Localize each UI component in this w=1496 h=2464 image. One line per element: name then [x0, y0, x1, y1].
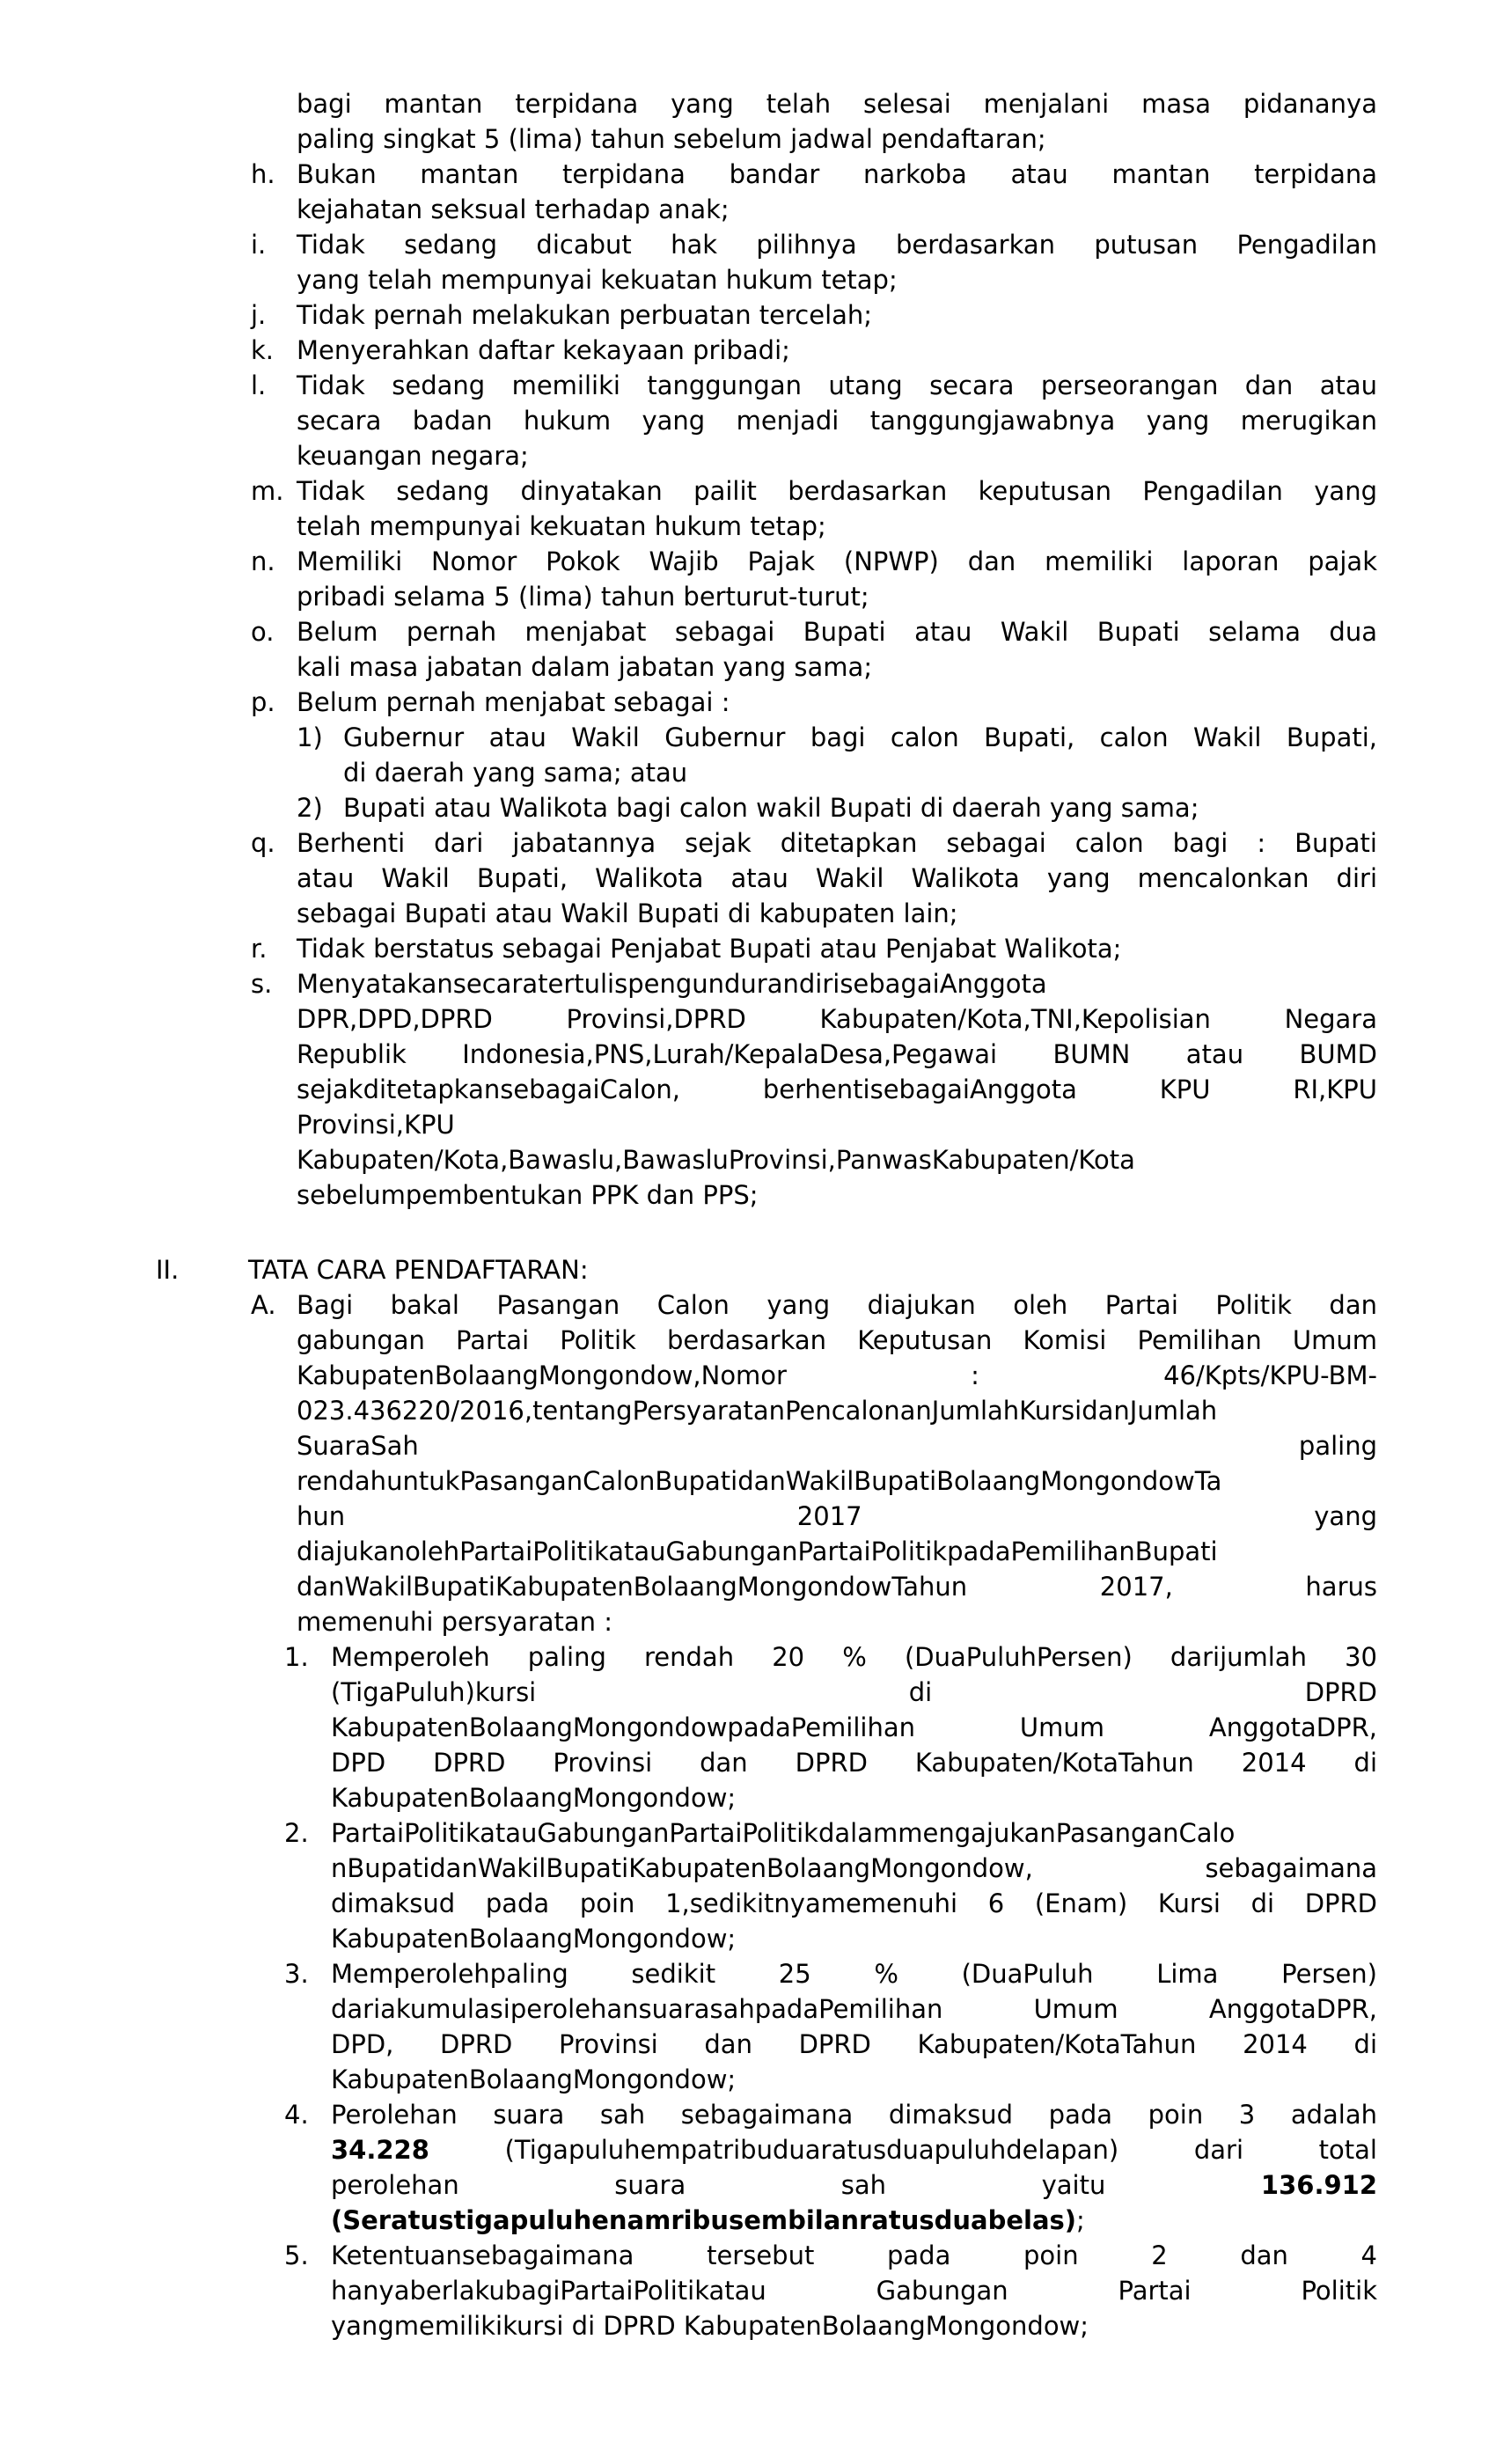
- text-line: sejakditetapkansebagaiCalon, berhentisebagaiAnggota KPU RI,KPU: [297, 1074, 1377, 1104]
- text-line: sebagai Bupati atau Wakil Bupati di kabupaten lain;: [297, 898, 958, 928]
- text-line: pribadi selama 5 (lima) tahun berturut-turut;: [297, 582, 869, 612]
- text-line: Tidak sedang dinyatakan pailit berdasarkan keputusan Pengadilan yang: [297, 476, 1377, 506]
- text-line: Bupati atau Walikota bagi calon wakil Bupati di daerah yang sama;: [343, 793, 1199, 823]
- text-line: Bagi bakal Pasangan Calon yang diajukan oleh Partai Politik dan: [297, 1290, 1377, 1320]
- section-title: TATA CARA PENDAFTARAN:: [248, 1255, 589, 1285]
- text-line: KabupatenBolaangMongondowpadaPemilihan Umum AnggotaDPR,: [331, 1712, 1377, 1742]
- list-marker: 1): [297, 722, 323, 752]
- list-marker: l.: [251, 370, 267, 400]
- text-line: yang telah mempunyai kekuatan hukum tetap;: [297, 265, 898, 295]
- text-line: danWakilBupatiKabupatenBolaangMongondowTahun 2017, harus: [297, 1572, 1377, 1602]
- text-line: telah mempunyai kekuatan hukum tetap;: [297, 511, 826, 541]
- text-line: Kabupaten/Kota,Bawaslu,BawasluProvinsi,PanwasKabupaten/Kota: [297, 1145, 1135, 1175]
- text-line: paling singkat 5 (lima) tahun sebelum jadwal pendaftaran;: [297, 124, 1046, 154]
- text-line: bagi mantan terpidana yang telah selesai menjalani masa pidananya: [297, 89, 1377, 119]
- item-o: [251, 614, 1377, 685]
- list-marker: m.: [251, 476, 284, 506]
- text-segment: (Tigapuluhempatribuduaratusduapuluhdelapan) dari total: [429, 2135, 1377, 2165]
- list-marker: q.: [251, 828, 275, 858]
- list-marker: 3.: [284, 1959, 309, 1989]
- list-marker: s.: [251, 969, 273, 999]
- list-marker: A.: [251, 1290, 276, 1320]
- text-line: diajukanolehPartaiPolitikatauGabunganPartaiPolitikpadaPemilihanBupati: [297, 1536, 1218, 1566]
- item-q: [251, 825, 1377, 931]
- intro-continuation: [297, 86, 1377, 157]
- text-line: gabungan Partai Politik berdasarkan Keputusan Komisi Pemilihan Umum: [297, 1325, 1377, 1355]
- list-marker: p.: [251, 687, 275, 717]
- text-line: KabupatenBolaangMongondow;: [331, 2064, 737, 2094]
- text-line: SuaraSah paling: [297, 1431, 1377, 1461]
- text-line: Gubernur atau Wakil Gubernur bagi calon Bupati, calon Wakil Bupati,: [343, 722, 1377, 752]
- text-line: rendahuntukPasanganCalonBupatidanWakilBupatiBolaangMongondowTa: [297, 1466, 1222, 1496]
- text-line: [331, 2132, 1377, 2167]
- document-body: [0, 86, 1496, 2343]
- text-line: Provinsi,KPU: [297, 1110, 455, 1140]
- item-n: [251, 544, 1377, 614]
- item-j: [251, 297, 1377, 333]
- item-r: [251, 931, 1377, 966]
- text-line: Tidak berstatus sebagai Penjabat Bupati atau Penjabat Walikota;: [297, 934, 1122, 964]
- item-2: [284, 1815, 1377, 1956]
- text-line: Memperolehpaling sedikit 25 % (DuaPuluh Lima Persen): [331, 1959, 1377, 1989]
- text-line: DPD, DPRD Provinsi dan DPRD Kabupaten/KotaTahun 2014 di: [331, 2029, 1377, 2059]
- section-II: [156, 1252, 1496, 1287]
- text-line: Berhenti dari jabatannya sejak ditetapkan sebagai calon bagi : Bupati: [297, 828, 1377, 858]
- text-line: KabupatenBolaangMongondow;: [331, 1924, 737, 1954]
- text-line: atau Wakil Bupati, Walikota atau Wakil Walikota yang mencalonkan diri: [297, 863, 1377, 893]
- text-line: Menyerahkan daftar kekayaan pribadi;: [297, 335, 790, 365]
- list-marker: h.: [251, 159, 275, 189]
- text-line: MenyatakansecaratertulispengundurandirisebagaiAnggota: [297, 969, 1047, 999]
- text-line: [331, 2203, 1377, 2238]
- text-line: Republik Indonesia,PNS,Lurah/KepalaDesa,Pegawai BUMN atau BUMD: [297, 1039, 1377, 1069]
- item-l: [251, 368, 1377, 473]
- section-numeral: II.: [156, 1255, 180, 1285]
- text-line: dariakumulasiperolehansuarasahpadaPemilihan Umum AnggotaDPR,: [331, 1994, 1377, 2024]
- text-line: dimaksud pada poin 1,sedikitnyamemenuhi 6 (Enam) Kursi di DPRD: [331, 1888, 1377, 1918]
- text-line: Belum pernah menjabat sebagai :: [297, 687, 730, 717]
- list-marker: n.: [251, 546, 275, 576]
- text-segment: perolehan suara sah yaitu: [331, 2170, 1261, 2200]
- item-i: [251, 227, 1377, 297]
- text-line: Memiliki Nomor Pokok Wajib Pajak (NPWP) dan memiliki laporan pajak: [297, 546, 1377, 576]
- text-line: sebelumpembentukan PPK dan PPS;: [297, 1180, 759, 1210]
- text-line: kali masa jabatan dalam jabatan yang sama;: [297, 652, 873, 682]
- item-p-2: [297, 790, 1377, 825]
- text-line: Tidak sedang dicabut hak pilihnya berdasarkan putusan Pengadilan: [297, 230, 1377, 260]
- item-4: [284, 2097, 1377, 2238]
- text-line: Bukan mantan terpidana bandar narkoba atau mantan terpidana: [297, 159, 1377, 189]
- list-marker: j.: [251, 300, 267, 330]
- text-line: Belum pernah menjabat sebagai Bupati atau Wakil Bupati selama dua: [297, 617, 1377, 647]
- list-marker: 2.: [284, 1818, 309, 1848]
- text-line: Perolehan suara sah sebagaimana dimaksud pada poin 3 adalah: [331, 2100, 1377, 2130]
- text-line: DPR,DPD,DPRD Provinsi,DPRD Kabupaten/Kota,TNI,Kepolisian Negara: [297, 1004, 1377, 1034]
- item-1: [284, 1639, 1377, 1815]
- item-5: [284, 2238, 1377, 2343]
- text-line: KabupatenBolaangMongondow,Nomor : 46/Kpts/KPU-BM-: [297, 1360, 1377, 1390]
- text-line: 023.436220/2016,tentangPersyaratanPencalonanJumlahKursidanJumlah: [297, 1396, 1218, 1426]
- text-line: kejahatan seksual terhadap anak;: [297, 194, 730, 224]
- list-marker: 1.: [284, 1642, 309, 1672]
- item-p-1: [297, 720, 1377, 790]
- item-h: [251, 157, 1377, 227]
- item-p: [251, 685, 1377, 720]
- text-line: memenuhi persyaratan :: [297, 1607, 613, 1637]
- list-marker: k.: [251, 335, 275, 365]
- text-line: hanyaberlakubagiPartaiPolitikatau Gabungan Partai Politik: [331, 2276, 1377, 2306]
- text-line: nBupatidanWakilBupatiKabupatenBolaangMongondow, sebagaimana: [331, 1853, 1377, 1883]
- list-marker: r.: [251, 934, 268, 964]
- text-line: yangmemilikikursi di DPRD KabupatenBolaangMongondow;: [331, 2311, 1089, 2341]
- text-line: PartaiPolitikatauGabunganPartaiPolitikdalammengajukanPasanganCalo: [331, 1818, 1236, 1848]
- text-line: (TigaPuluh)kursi di DPRD: [331, 1677, 1377, 1707]
- list-marker: 2): [297, 793, 323, 823]
- item-A: [251, 1287, 1377, 1639]
- text-line: secara badan hukum yang menjadi tanggungjawabnya yang merugikan: [297, 406, 1377, 436]
- text-line: hun 2017 yang: [297, 1501, 1377, 1531]
- text-line: [331, 2167, 1377, 2203]
- list-marker: i.: [251, 230, 267, 260]
- list-marker: 4.: [284, 2100, 309, 2130]
- list-marker: o.: [251, 617, 275, 647]
- bold-text: (Seratustigapuluhenamribusembilanratusduabelas): [331, 2205, 1077, 2235]
- text-line: keuangan negara;: [297, 441, 529, 471]
- item-s: [251, 966, 1377, 1213]
- text-line: Tidak pernah melakukan perbuatan tercelah;: [297, 300, 873, 330]
- list-marker: 5.: [284, 2240, 309, 2270]
- text-segment: ;: [1076, 2205, 1085, 2235]
- item-m: [251, 473, 1377, 544]
- text-line: di daerah yang sama; atau: [343, 758, 688, 788]
- bold-text: 34.228: [331, 2135, 429, 2165]
- paragraph-spacer: [0, 1213, 1496, 1252]
- bold-text: 136.912: [1260, 2170, 1377, 2200]
- item-k: [251, 333, 1377, 368]
- text-line: KabupatenBolaangMongondow;: [331, 1783, 737, 1813]
- item-3: [284, 1956, 1377, 2097]
- text-line: Memperoleh paling rendah 20 % (DuaPuluhPersen) darijumlah 30: [331, 1642, 1377, 1672]
- text-line: DPD DPRD Provinsi dan DPRD Kabupaten/KotaTahun 2014 di: [331, 1748, 1377, 1778]
- text-line: Ketentuansebagaimana tersebut pada poin 2 dan 4: [331, 2240, 1377, 2270]
- text-line: Tidak sedang memiliki tanggungan utang secara perseorangan dan atau: [297, 370, 1377, 400]
